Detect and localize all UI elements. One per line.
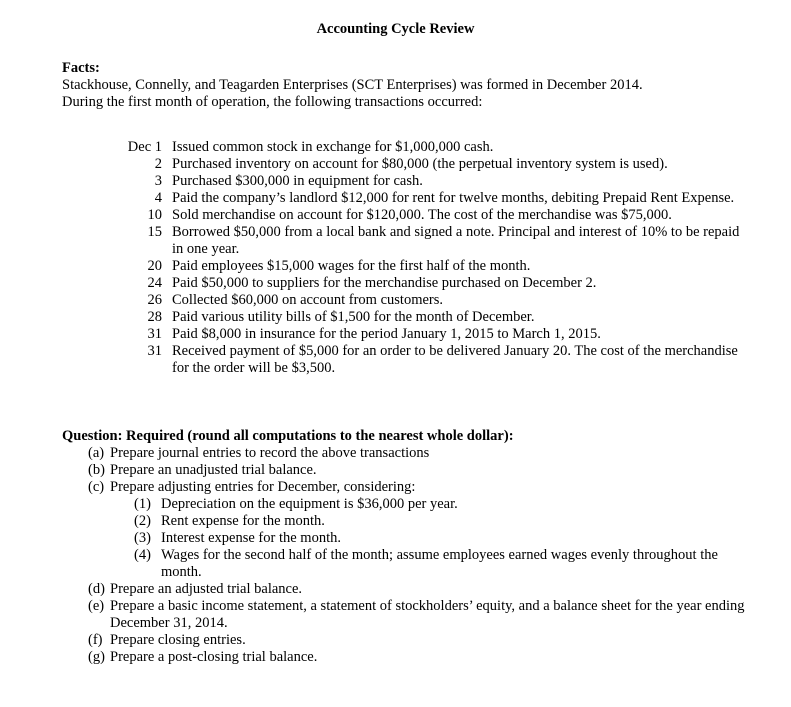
transaction-date: Dec 1 (127, 139, 162, 155)
required-sub-item-text: Interest expense for the month. (161, 530, 341, 546)
transaction-date: 28 (147, 309, 162, 325)
transaction-row (62, 258, 752, 275)
transaction-row (62, 156, 752, 173)
transactions-list (62, 139, 752, 377)
facts-heading: Facts: (62, 60, 100, 76)
facts-section (62, 60, 752, 111)
required-heading: Question: Required (round all computations to the nearest whole dollar): (62, 428, 514, 444)
required-sub-item (62, 496, 752, 513)
required-item-marker: (e) (88, 598, 105, 614)
transaction-date: 2 (154, 156, 162, 172)
required-item-marker: (c) (88, 479, 105, 495)
required-item (62, 649, 752, 666)
transaction-row (62, 190, 752, 207)
required-section (62, 428, 752, 666)
required-item-text: Prepare closing entries. (110, 632, 246, 648)
required-item-marker: (g) (88, 649, 105, 665)
required-sub-item-text: Wages for the second half of the month; assume employees earned wages evenly throughout the month. (161, 547, 718, 580)
required-item (62, 632, 752, 649)
facts-line: During the first month of operation, the following transactions occurred: (62, 94, 483, 110)
page-title: Accounting Cycle Review (316, 21, 475, 37)
required-item-text: Prepare a post-closing trial balance. (110, 649, 318, 665)
required-sub-item-marker: (2) (134, 513, 151, 529)
required-item-marker: (f) (88, 632, 103, 648)
required-item (62, 479, 752, 496)
required-item (62, 462, 752, 479)
transaction-description: Received payment of $5,000 for an order to be delivered January 20. The cost of the merchandise for the order will be $3,500. (172, 343, 738, 376)
transaction-date: 24 (147, 275, 162, 291)
transaction-date: 26 (147, 292, 162, 308)
transaction-description: Issued common stock in exchange for $1,000,000 cash. (172, 139, 494, 155)
required-sub-item-marker: (4) (134, 547, 151, 563)
transaction-date: 31 (147, 326, 162, 342)
transaction-description: Purchased $300,000 in equipment for cash. (172, 173, 423, 189)
transaction-description: Paid employees $15,000 wages for the first half of the month. (172, 258, 531, 274)
required-item-text: Prepare journal entries to record the above transactions (110, 445, 430, 461)
transaction-description: Paid $8,000 in insurance for the period January 1, 2015 to March 1, 2015. (172, 326, 601, 342)
transaction-row (62, 139, 752, 156)
transaction-description: Borrowed $50,000 from a local bank and signed a note. Principal and interest of 10% to be repaid in one year. (172, 224, 740, 257)
transaction-date: 20 (147, 258, 162, 274)
transaction-date: 15 (147, 224, 162, 240)
required-item (62, 445, 752, 462)
transaction-description: Sold merchandise on account for $120,000. The cost of the merchandise was $75,000. (172, 207, 672, 223)
required-item-text: Prepare an adjusted trial balance. (110, 581, 303, 597)
transaction-row (62, 309, 752, 326)
required-sub-item-text: Rent expense for the month. (161, 513, 325, 529)
required-item-text: Prepare a basic income statement, a statement of stockholders’ equity, and a balance sheet for the year ending December 31, 2014. (110, 598, 745, 631)
required-sub-item-marker: (1) (134, 496, 151, 512)
transaction-date: 10 (147, 207, 162, 223)
facts-line: Stackhouse, Connelly, and Teagarden Enterprises (SCT Enterprises) was formed in December 2014. (62, 77, 643, 93)
required-sub-item-marker: (3) (134, 530, 151, 546)
required-item-text: Prepare adjusting entries for December, considering: (110, 479, 416, 495)
required-items-list (62, 445, 752, 666)
transaction-row (62, 275, 752, 292)
required-item-marker: (a) (88, 445, 105, 461)
transaction-row (62, 326, 752, 343)
transaction-row (62, 292, 752, 309)
transaction-row (62, 173, 752, 190)
required-item (62, 598, 752, 632)
required-sub-items-list (62, 496, 752, 581)
transaction-description: Paid various utility bills of $1,500 for the month of December. (172, 309, 535, 325)
required-item-marker: (b) (88, 462, 105, 478)
transaction-date: 31 (147, 343, 162, 359)
transaction-description: Collected $60,000 on account from customers. (172, 292, 444, 308)
required-sub-item-text: Depreciation on the equipment is $36,000 per year. (161, 496, 458, 512)
transaction-row (62, 207, 752, 224)
required-sub-item (62, 547, 752, 581)
required-item-text: Prepare an unadjusted trial balance. (110, 462, 317, 478)
required-item (62, 581, 752, 598)
transaction-description: Purchased inventory on account for $80,000 (the perpetual inventory system is used). (172, 156, 668, 172)
required-sub-item (62, 513, 752, 530)
transaction-row (62, 224, 752, 258)
transaction-row (62, 343, 752, 377)
transaction-description: Paid $50,000 to suppliers for the merchandise purchased on December 2. (172, 275, 597, 291)
transaction-date: 3 (154, 173, 162, 189)
transaction-date: 4 (154, 190, 162, 206)
required-sub-item (62, 530, 752, 547)
transaction-description: Paid the company’s landlord $12,000 for rent for twelve months, debiting Prepaid Rent Expense. (172, 190, 735, 206)
required-item-marker: (d) (88, 581, 105, 597)
